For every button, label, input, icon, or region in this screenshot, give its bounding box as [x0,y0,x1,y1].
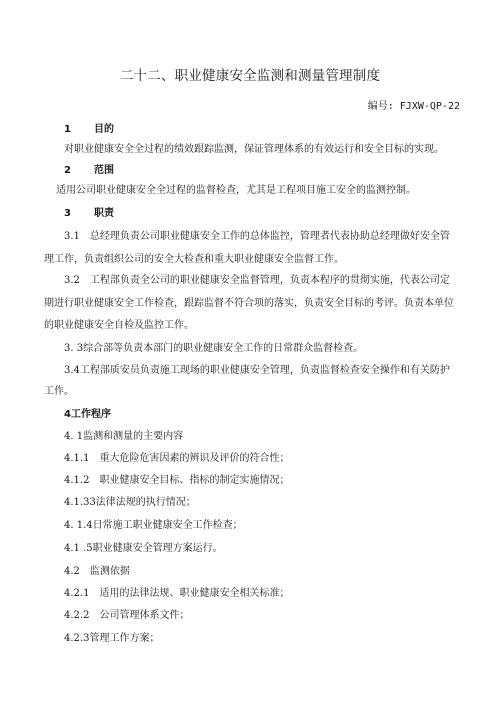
section-heading-purpose [64,123,114,137]
page-title: 二十二、职业健康安全监测和测量管理制度 [119,68,381,84]
section-title: 职责 [94,208,114,219]
section-heading-scope [64,164,114,178]
list-item: 4.2.2 公司管理体系文件； [64,610,190,621]
list-item: 4.2.3管理工作方案； [64,633,160,644]
paragraph-line: 3.2 工程部负责全公司的职业健康安全监督管理，负责本程序的贯彻实施，代表公司定 [64,275,450,286]
section-heading-procedure: 4工作程序 [64,409,111,420]
section-number: 3 [64,208,71,219]
list-item: 4.1.1 重大危险危害因素的辨识及评价的符合性； [64,453,290,464]
section-title: 目的 [94,124,114,135]
paragraph-line: 期进行职业健康安全工作检查，跟踪监督不符合项的落实，负责安全目标的考评。负责本单位 [44,298,454,309]
paragraph-line: 3.1 总经理负责公司职业健康安全工作的总体监控，管理者代表协助总经理做好安全管 [64,231,450,242]
paragraph-line: 3.4工程部质安员负责施工现场的职业健康安全管理，负责监督检查安全操作和有关防护 [64,365,450,376]
section-title: 范围 [94,165,114,176]
list-item: 4.1 .5职业健康安全管理方案运行。 [64,543,223,554]
list-item: 4.1.33法律法规的执行情况； [64,497,196,508]
paragraph-scope: 适用公司职业健康安全全过程的监督检查，尤其是工程项目施工安全的监测控制。 [56,185,416,196]
list-item: 4.2.1 适用的法律法规、职业健康安全相关标准； [64,588,290,599]
paragraph-line: 3. 3综合部等负责本部门的职业健康安全工作的日常群众监督检查。 [64,343,364,354]
section-number: 2 [64,165,71,176]
list-item: 4. 1.4日常施工职业健康安全工作检查； [64,520,243,531]
section-heading-responsibilities [64,207,114,221]
section-number: 1 [64,124,71,135]
paragraph-line: 的职业健康安全自检及监控工作。 [44,320,194,331]
paragraph-purpose: 对职业健康安全全过程的绩效跟踪监测，保证管理体系的有效运行和安全目标的实现。 [64,144,444,155]
paragraph-line: 理工作，负责组织公司的安全大检查和重大职业健康安全监督工作。 [44,254,344,265]
list-item: 4. 1监测和测量的主要内容 [64,431,184,442]
list-item: 4.2 监测依据 [64,566,130,577]
paragraph-line: 工作。 [44,386,74,397]
list-item: 4.1.2 职业健康安全目标、指标的制定实施情况； [64,475,290,486]
document-number: 编号: FJXW-QP-22 [367,101,460,112]
